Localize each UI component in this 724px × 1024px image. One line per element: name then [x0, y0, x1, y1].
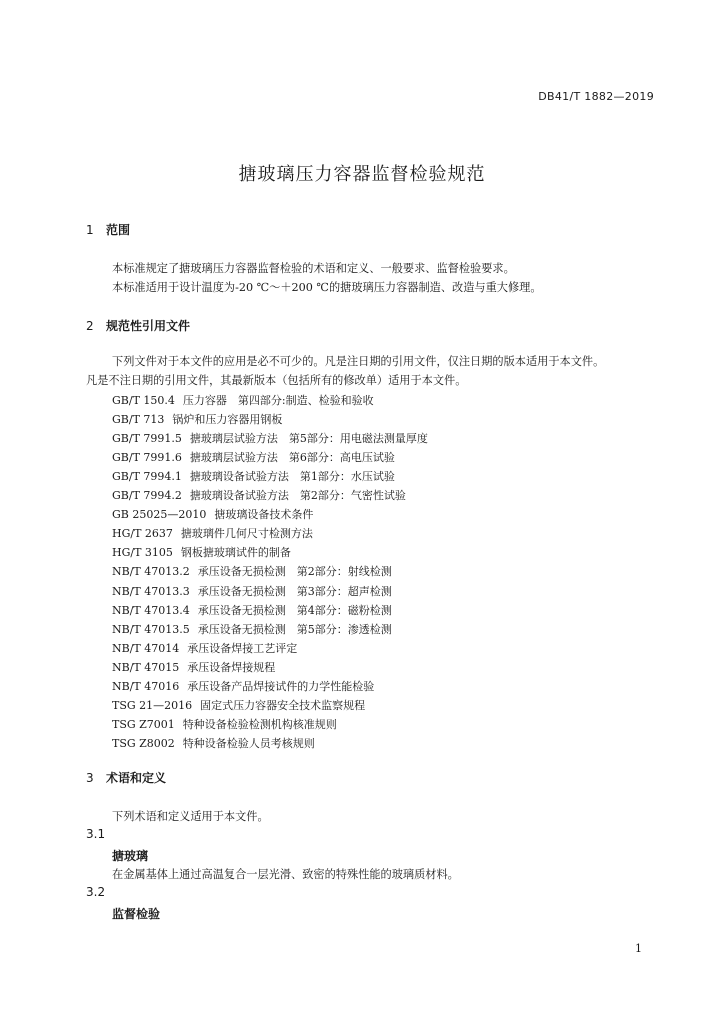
section-1-heading — [86, 221, 130, 238]
reference-title: 锅炉和压力容器用钢板 — [172, 413, 283, 427]
reference-code: NB/T 47014 — [112, 641, 180, 655]
section-2-intro-line-2: 凡是不注日期的引用文件，其最新版本（包括所有的修改单）适用于本文件。 — [86, 374, 467, 387]
term-3-1-title: 搪玻璃 — [112, 849, 149, 863]
reference-title: 固定式压力容器安全技术监察规程 — [200, 698, 366, 712]
reference-item — [112, 411, 282, 427]
reference-item — [112, 583, 392, 599]
section-1-paragraph-2: 本标准适用于设计温度为-20 ℃～＋200 ℃的搪玻璃压力容器制造、改造与重大修理。 — [112, 281, 542, 294]
reference-code: GB/T 7994.1 — [112, 470, 182, 484]
reference-code: TSG 21—2016 — [112, 698, 193, 712]
reference-code: NB/T 47013.3 — [112, 584, 190, 598]
reference-item — [112, 544, 291, 560]
reference-item — [112, 487, 406, 503]
reference-item — [112, 602, 392, 618]
reference-code: GB/T 150.4 — [112, 394, 175, 407]
reference-title: 搪玻璃层试验方法 第5部分：用电磁法测量厚度 — [189, 432, 428, 446]
reference-item — [112, 640, 297, 656]
reference-code: TSG Z7001 — [112, 717, 175, 731]
reference-code: NB/T 47016 — [112, 679, 180, 693]
section-3-title: 术语和定义 — [106, 771, 167, 785]
reference-title: 承压设备焊接规程 — [187, 660, 276, 674]
reference-title: 钢板搪玻璃试件的制备 — [180, 546, 291, 560]
reference-item — [112, 506, 313, 522]
reference-title: 搪玻璃层试验方法 第6部分：高电压试验 — [189, 451, 395, 465]
reference-title: 承压设备无损检测 第5部分：渗透检测 — [197, 622, 392, 636]
reference-code: TSG Z8002 — [112, 736, 175, 750]
reference-code: HG/T 3105 — [112, 546, 173, 560]
reference-title: 搪玻璃设备技术条件 — [214, 508, 314, 522]
reference-item — [112, 716, 337, 732]
reference-item — [112, 697, 365, 713]
reference-item — [112, 430, 428, 446]
reference-item — [112, 525, 313, 541]
reference-title: 承压设备无损检测 第3部分：超声检测 — [197, 584, 392, 598]
reference-title: 承压设备焊接工艺评定 — [187, 641, 298, 655]
section-2-number: 2 — [86, 319, 94, 333]
reference-code: GB/T 7991.5 — [112, 432, 182, 446]
reference-title: 搪玻璃件几何尺寸检测方法 — [180, 527, 313, 541]
document-title: 搪玻璃压力容器监督检验规范 — [238, 164, 486, 185]
section-1-number: 1 — [86, 223, 94, 237]
reference-item — [112, 621, 392, 637]
section-1-title: 范围 — [106, 223, 131, 237]
reference-title: 承压设备无损检测 第4部分：磁粉检测 — [197, 603, 392, 617]
reference-item — [112, 563, 392, 579]
page-number: 1 — [635, 942, 642, 955]
section-2-heading — [86, 317, 190, 334]
term-3-1-definition: 在金属基体上通过高温复合一层光滑、致密的特殊性能的玻璃质材料。 — [112, 868, 459, 881]
reference-title: 承压设备产品焊接试件的力学性能检验 — [187, 679, 375, 693]
reference-code: GB/T 7991.6 — [112, 451, 182, 465]
reference-code: HG/T 2637 — [112, 527, 173, 541]
reference-title: 特种设备检验人员考核规则 — [182, 736, 315, 750]
reference-code: GB 25025—2010 — [112, 508, 207, 522]
section-3-intro: 下列术语和定义适用于本文件。 — [112, 810, 269, 823]
reference-item — [112, 468, 395, 484]
reference-code: GB/T 713 — [112, 413, 165, 427]
reference-item — [112, 392, 374, 408]
section-1-paragraph-1: 本标准规定了搪玻璃压力容器监督检验的术语和定义、一般要求、监督检验要求。 — [112, 262, 515, 275]
section-3-number: 3 — [86, 771, 94, 785]
term-3-2-number: 3.2 — [86, 885, 106, 899]
reference-title: 压力容器 第四部分:制造、检验和验收 — [182, 394, 374, 407]
document-code: DB41/T 1882—2019 — [538, 90, 654, 103]
reference-code: NB/T 47015 — [112, 660, 180, 674]
term-3-2-title: 监督检验 — [112, 907, 161, 921]
reference-code: NB/T 47013.5 — [112, 622, 190, 636]
reference-item — [112, 659, 275, 675]
section-3-heading — [86, 769, 166, 786]
section-2-title: 规范性引用文件 — [106, 319, 191, 333]
section-2-intro-line-1: 下列文件对于本文件的应用是必不可少的。凡是注日期的引用文件，仅注日期的版本适用于本文件。 — [112, 355, 605, 368]
reference-item — [112, 735, 315, 751]
reference-title: 搪玻璃设备试验方法 第1部分：水压试验 — [189, 470, 395, 484]
reference-title: 搪玻璃设备试验方法 第2部分：气密性试验 — [189, 489, 406, 503]
reference-item — [112, 449, 395, 465]
reference-title: 特种设备检验检测机构核准规则 — [182, 717, 337, 731]
reference-item — [112, 678, 374, 694]
term-3-1-number: 3.1 — [86, 827, 106, 841]
reference-code: NB/T 47013.4 — [112, 603, 190, 617]
reference-title: 承压设备无损检测 第2部分：射线检测 — [197, 565, 392, 579]
reference-code: NB/T 47013.2 — [112, 565, 190, 579]
reference-code: GB/T 7994.2 — [112, 489, 182, 503]
